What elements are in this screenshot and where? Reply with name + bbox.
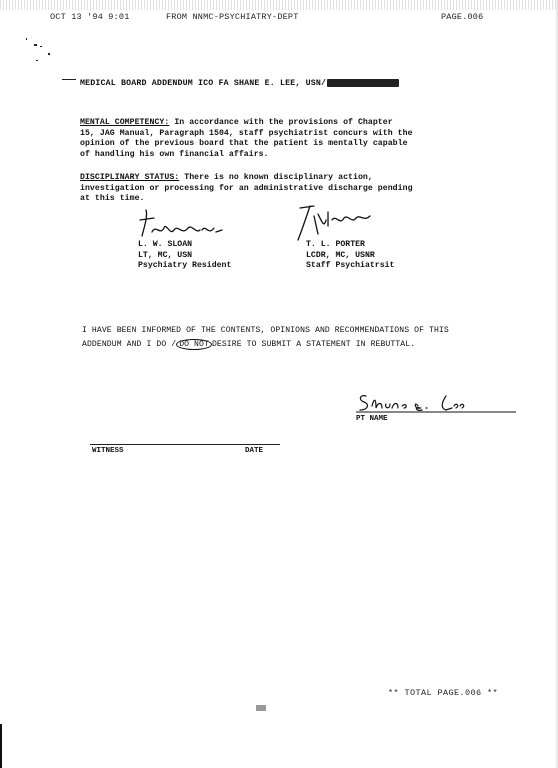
- disciplinary-status-label: DISCIPLINARY STATUS:: [80, 173, 180, 182]
- statement-line-2-start: ADDENDUM AND I DO /: [82, 340, 177, 349]
- statement-line-2-end: DESIRE TO SUBMIT A STATEMENT IN REBUTTAL.: [211, 340, 416, 349]
- patient-signature: [356, 388, 516, 418]
- witness-label: WITNESS: [92, 447, 124, 455]
- scan-speck: [40, 46, 42, 47]
- sloan-signature-block: L. W. SLOAN LT, MC, USN Psychiatry Resident: [138, 240, 232, 270]
- scan-speck: [26, 38, 27, 40]
- pt-name-label: PT NAME: [356, 415, 388, 423]
- scan-dash: [62, 79, 76, 80]
- mental-competency-text: In accordance with the provisions of Chapter 15, JAG Manual, Paragraph 1504, staff psychiatrist concurs with the opinion of the previous board that the patient is mentally capable of handling his own financial affairs.: [80, 118, 413, 159]
- statement-line-1: I HAVE BEEN INFORMED OF THE CONTENTS, OPINIONS AND RECOMMENDATIONS OF THIS: [82, 326, 449, 335]
- document-title-text: MEDICAL BOARD ADDENDUM ICO FA SHANE E. LEE, USN/: [80, 79, 327, 89]
- scan-speck: [34, 44, 37, 46]
- sloan-signature: [138, 206, 228, 242]
- fax-date-time: OCT 13 '94 9:01: [50, 12, 130, 22]
- document-title: [80, 79, 399, 88]
- scan-speck: [48, 53, 50, 55]
- disciplinary-status-paragraph: [80, 173, 490, 205]
- do-not-circled-option: DO NOT: [176, 339, 212, 350]
- fax-transmission-noise: [0, 0, 558, 10]
- fax-sender: FROM NNMC-PSYCHIATRY-DEPT: [166, 12, 299, 22]
- fax-page-number: PAGE.006: [441, 12, 484, 22]
- scan-smudge: [256, 705, 266, 711]
- date-label: DATE: [245, 447, 264, 455]
- scan-edge-mark: [0, 724, 2, 768]
- fax-total-pages: ** TOTAL PAGE.006 **: [388, 688, 499, 698]
- rebuttal-statement: [82, 324, 502, 352]
- porter-signature-block: T. L. PORTER LCDR, MC, USNR Staff Psychiatrsit: [306, 240, 395, 270]
- porter-signature: [296, 200, 376, 244]
- scan-speck: [36, 60, 38, 61]
- disciplinary-status-text: There is no known disciplinary action, investigation or processing for an administrative discharge pending at this time.: [80, 173, 413, 203]
- mental-competency-label: MENTAL COMPETENCY:: [80, 118, 170, 127]
- witness-line: [90, 444, 280, 445]
- mental-competency-paragraph: [80, 118, 490, 160]
- statement-line-2: [82, 338, 502, 352]
- redaction-bar: [327, 79, 399, 87]
